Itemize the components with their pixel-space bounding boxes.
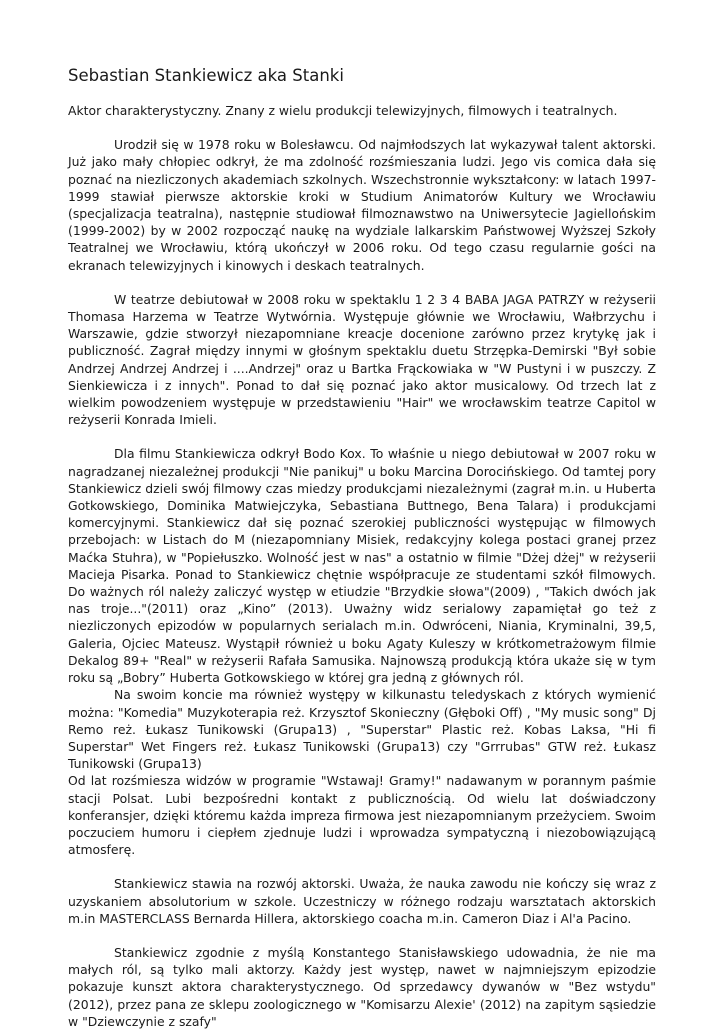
paragraph-television: Od lat rozśmiesza widzów w programie "Wstawaj! Gramy!" nadawanym w porannym paśmie stacji Polsat. Lubi bezpośredni kontakt z publicznością. Od wielu lat doświadczony konferansjer, dzięki któremu każda impreza firmowa jest niezapomnianym przeżyciem. Swoim poczuciem humoru i ciepłem zjednuje ludzi i wprowadza sympatyczną i niezobowiązującą atmosferę. [68, 773, 656, 858]
paragraph-workshops: Stankiewicz stawia na rozwój aktorski. Uważa, że nauka zawodu nie kończy się wraz z uzyskaniem absolutorium w szkole. Uczestniczy w różnego rodzaju warsztatach aktorskich m.in MASTERCLASS Bernarda Hillera, aktorskiego coacha m.in. Cameron Diaz i Al'a Pacino. [68, 876, 656, 926]
document-page [68, 66, 656, 1030]
lead-paragraph: Aktor charakterystyczny. Znany z wielu produkcji telewizyjnych, filmowych i teatralnych. [68, 103, 618, 118]
document-title: Sebastian Stankiewicz aka Stanki [68, 66, 344, 85]
paragraph-film: Dla filmu Stankiewicza odkrył Bodo Kox. To właśnie u niego debiutował w 2007 roku w nagradzanej niezależnej produkcji "Nie panikuj" u boku Marcina Dorocińskiego. Od tamtej pory Stankiewicz dzieli swój filmowy czas miedzy produkcjami niezależnymi (zagrał m.in. u Huberta Gotkowskiego, Dominika Matwiejczyka, Sebastiana Buttnego, Bena Talara) i produkcjami komercyjnymi. Stankiewicz dał się poznać szerokiej publiczności występując w filmowych przebojach: w Listach do M (niezapomniany Misiek, redakcyjny kolega postaci granej przez Maćka Stuhra), w "Popiełuszko. Wolność jest w nas" a ostatnio w filmie "Dżej dżej" w reżyserii Macieja Pisarka. Ponad to Stankiewicz chętnie współpracuje ze studentami szkół filmowych. Do ważnych ról należy zaliczyć występ w etiudzie "Brzydkie słowa"(2009) , "Takich dwóch jak nas troje..."(2011) oraz „Kino” (2013). Uważny widz serialowy zapamiętał go też z niezliczonych epizodów w popularnych serialach m.in. Odwróceni, Niania, Kryminalni, 39,5, Galeria, Ojciec Mateusz. Wystąpił również u boku Agaty Kuleszy w krótkometrażowym filmie Dekalog 89+ "Real" w reżyserii Rafała Samusika. Najnowszą produkcją która ukaże się w tym roku są „Bobry” Huberta Gotkowskiego w której gra jedną z głównych ról. [68, 446, 656, 686]
paragraph-theatre: W teatrze debiutował w 2008 roku w spektaklu 1 2 3 4 BABA JAGA PATRZY w reżyserii Thomasa Harzema w Teatrze Wytwórnia. Występuje głównie we Wrocławiu, Wałbrzychu i Warszawie, gdzie stworzył niezapomniane kreacje docenione zarówno przez krytykę jak i publiczność. Zagrał między innymi w głośnym spektaklu duetu Strzępka-Demirski "Był sobie Andrzej Andrzej Andrzej i ....Andrzej" oraz u Bartka Frąckowiaka w "W Pustyni i w puszczy. Z Sienkiewicza i z innych". Ponad to dał się poznać jako aktor musicalowy. Od trzech lat z wielkim powodzeniem występuje w przedstawieniu "Hair" we wrocławskim teatrze Capitol w reżyserii Konrada Imieli. [68, 291, 656, 428]
paragraph-music-videos: Na swoim koncie ma również występy w kilkunastu teledyskach z których wymienić można: "Komedia" Muzykoterapia reż. Krzysztof Skonieczny (Głęboki Off) , "My music song" Dj Remo reż. Łukasz Tunikowski (Grupa13) , "Superstar" Plastic reż. Kobas Laksa, "Hi fi Superstar" Wet Fingers reż. Łukasz Tunikowski (Grupa13) czy "Grrrubas" GTW reż. Łukasz Tunikowski (Grupa13) [68, 687, 656, 772]
paragraph-roles: Stankiewicz zgodnie z myślą Konstantego Stanisławskiego udowadnia, że nie ma małych ról, są tylko mali aktorzy. Każdy jest występ, nawet w najmniejszym epizodzie pokazuje kunszt aktora charakterystycznego. Od sprzedawcy dywanów w "Bez wstydu" (2012), przez pana ze sklepu zoologicznego w "Komisarzu Alexie' (2012) na zapitym sąsiedzie w "Dziewczynie z szafy" [68, 944, 656, 1029]
paragraph-biography: Urodził się w 1978 roku w Bolesławcu. Od najmłodszych lat wykazywał talent aktorski. Już jako mały chłopiec odkrył, że ma zdolność rozśmieszania ludzi. Jego vis comica dała się poznać na niezliczonych akademiach szkolnych. Wszechstronnie wykształcony: w latach 1997-1999 stawiał pierwsze aktorskie kroki w Studium Animatorów Kultury we Wrocławiu (specjalizacja teatralna), następnie studiował filmoznawstwo na Uniwersytecie Jagiellońskim (1999-2002) by w 2002 rozpocząć naukę na wydziale lalkarskim Państwowej Wyższej Szkoły Teatralnej we Wrocławiu, którą ukończył w 2006 roku. Od tego czasu regularnie gości na ekranach telewizyjnych i kinowych i deskach teatralnych. [68, 137, 656, 273]
